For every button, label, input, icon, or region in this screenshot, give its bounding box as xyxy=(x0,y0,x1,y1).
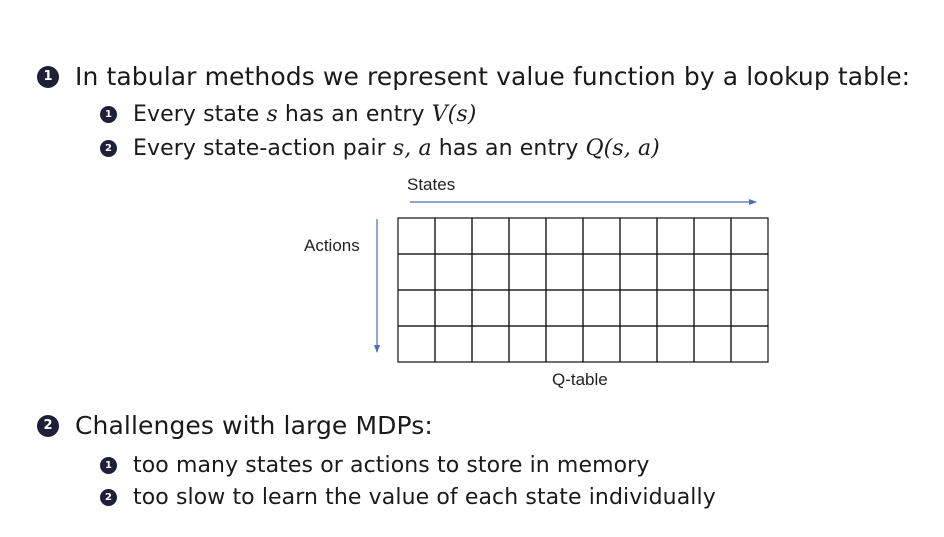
qtable-cell xyxy=(509,326,546,362)
section2-item-1 xyxy=(100,453,649,478)
qtable-cell xyxy=(731,290,768,326)
section2-item-2 xyxy=(100,485,716,510)
qtable-cell xyxy=(398,254,435,290)
item-text-part: has an entry xyxy=(277,102,432,127)
item-text: too many states or actions to store in memory xyxy=(133,453,650,478)
qtable-cell xyxy=(620,218,657,254)
qtable-cell xyxy=(694,254,731,290)
qtable-cell xyxy=(509,290,546,326)
qtable-cell xyxy=(583,218,620,254)
qtable-cell xyxy=(435,290,472,326)
qtable-cell xyxy=(435,254,472,290)
qtable-cell xyxy=(435,326,472,362)
qtable-cell xyxy=(398,218,435,254)
numbered-badge-icon: 1 xyxy=(100,106,117,123)
qtable-cell xyxy=(472,290,509,326)
qtable-cell xyxy=(657,326,694,362)
item-text-part: has an entry xyxy=(431,136,586,161)
qtable-cell xyxy=(398,326,435,362)
qtable-cell xyxy=(694,326,731,362)
qtable-cell xyxy=(546,326,583,362)
qtable-cell xyxy=(546,254,583,290)
item-text: too slow to learn the value of each state individually xyxy=(133,485,716,510)
qtable-cell xyxy=(620,326,657,362)
qtable-cell xyxy=(657,290,694,326)
numbered-badge-icon: 1 xyxy=(100,457,117,474)
qtable-cell xyxy=(509,254,546,290)
numbered-badge-icon: 2 xyxy=(37,415,59,437)
qtable-cell xyxy=(620,290,657,326)
qtable-cell xyxy=(472,254,509,290)
qtable-cell xyxy=(583,290,620,326)
section2-bullet xyxy=(37,411,433,440)
qtable-cell xyxy=(472,326,509,362)
qtable-cell xyxy=(694,218,731,254)
math-expression-q: Q(s, a) xyxy=(585,136,660,161)
qtable-cell xyxy=(509,218,546,254)
qtable-cell xyxy=(472,218,509,254)
numbered-badge-icon: 2 xyxy=(100,489,117,506)
qtable-cell xyxy=(583,326,620,362)
qtable-cell xyxy=(546,290,583,326)
math-expression-v: V(s) xyxy=(431,102,477,127)
qtable-grid xyxy=(398,218,768,362)
actions-label: Actions xyxy=(304,236,360,255)
math-var-s: s xyxy=(266,102,278,127)
qtable-cell xyxy=(657,218,694,254)
math-var-sa: s, a xyxy=(392,136,432,161)
qtable-cell xyxy=(398,290,435,326)
item-text-part: Every state xyxy=(133,102,267,127)
qtable-cell xyxy=(731,218,768,254)
qtable-cell xyxy=(583,254,620,290)
qtable-cell xyxy=(694,290,731,326)
qtable-cell xyxy=(731,326,768,362)
qtable-cell xyxy=(546,218,583,254)
item-text-part: Every state-action pair xyxy=(133,136,393,161)
qtable-cell xyxy=(435,218,472,254)
qtable-cell xyxy=(657,254,694,290)
states-label: States xyxy=(407,175,456,194)
qtable-cell xyxy=(620,254,657,290)
qtable-cell xyxy=(731,254,768,290)
section2-text: Challenges with large MDPs: xyxy=(75,411,433,440)
numbered-badge-icon: 1 xyxy=(37,66,59,88)
numbered-badge-icon: 2 xyxy=(100,140,117,157)
qtable-caption: Q-table xyxy=(552,370,608,389)
section1-text: In tabular methods we represent value function by a lookup table: xyxy=(75,62,911,91)
